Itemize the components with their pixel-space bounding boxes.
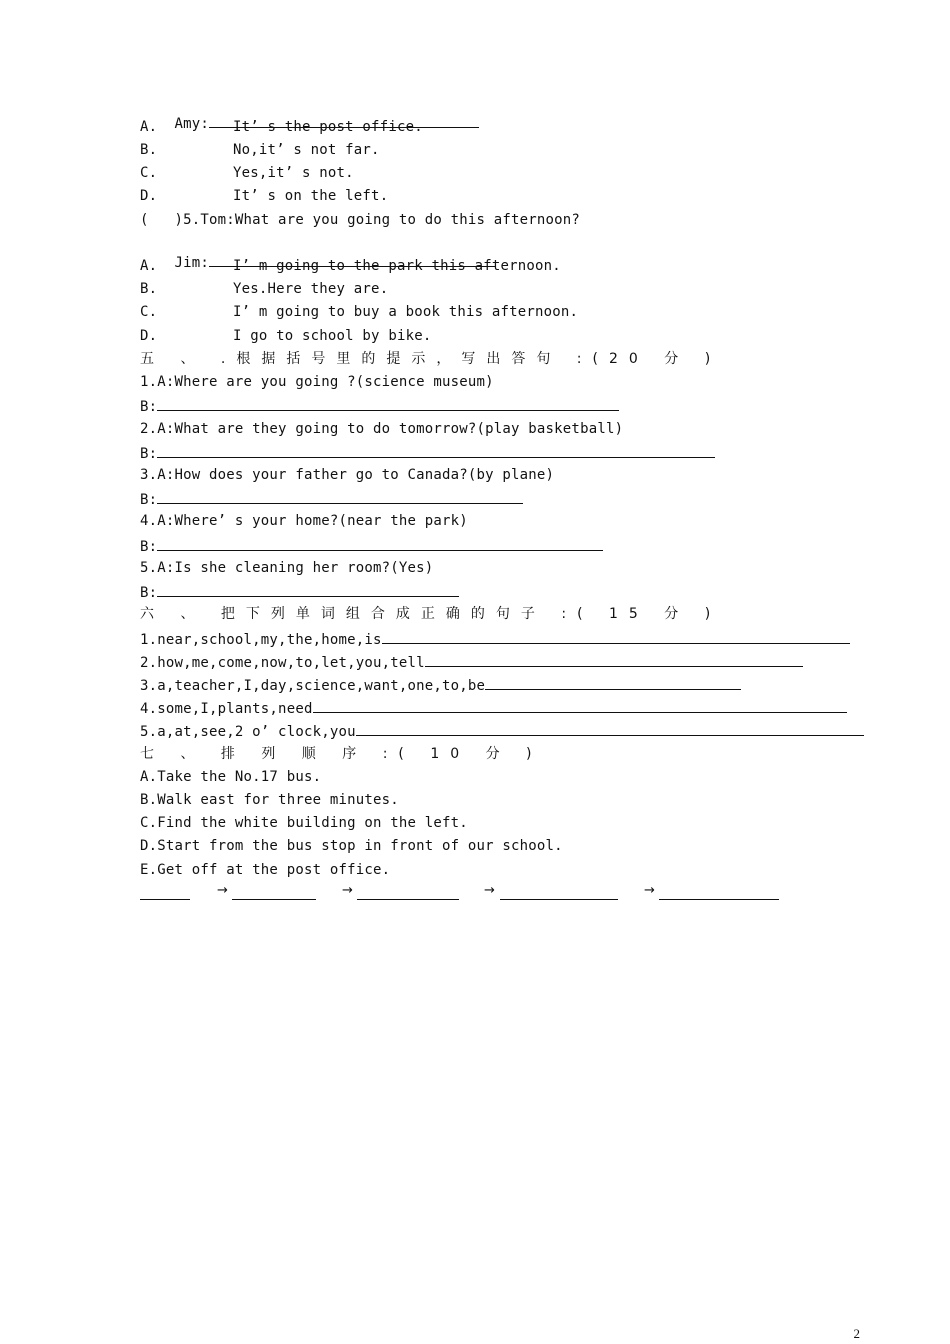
option-line: A. It’ s the post office. [140,119,423,135]
section-7-heading: 七 、 排 列 顺 序 :( 10 分 ) [140,746,543,762]
step-item: C.Find the white building on the left. [140,815,468,831]
option-line: D. I go to school by bike. [140,328,432,344]
word-order-line: 5.a,at,see,2 o’ clock,you [140,721,864,741]
step-item: A.Take the No.17 bus. [140,769,322,785]
question-line: 4.A:Where’ s your home?(near the park) [140,513,468,529]
answer-blank[interactable] [157,489,523,504]
answer-blank[interactable] [157,443,715,458]
answer-blank[interactable] [313,698,847,713]
page-number: 2 [853,1326,860,1341]
word-order-line: 3.a,teacher,I,day,science,want,one,to,be [140,675,741,695]
answer-blank[interactable] [356,721,864,736]
question-line: 2.A:What are they going to do tomorrow?(play basketball) [140,421,624,437]
word-order-line: 1.near,school,my,the,home,is [140,629,850,649]
section-5-heading: 五 、 .根据括号里的提示，写出答句 :(20 分 ) [140,351,722,367]
answer-blank[interactable] [485,675,741,690]
arrow-right-icon: → [644,883,655,898]
option-line: A. I’ m going to the park this afternoon. [140,258,561,274]
answer-blank[interactable] [157,582,459,597]
answer-blank[interactable] [157,396,619,411]
option-line: C. Yes,it’ s not. [140,165,354,181]
answer-line: B: [140,582,459,602]
word-order-line: 4.some,I,plants,need [140,698,847,718]
step-item: D.Start from the bus stop in front of our school. [140,838,563,854]
answer-blank[interactable] [157,536,603,551]
answer-line: B: [140,489,523,509]
question-line: 5.A:Is she cleaning her room?(Yes) [140,560,434,576]
step-item: E.Get off at the post office. [140,862,391,878]
step-item: B.Walk east for three minutes. [140,792,399,808]
question-line: 3.A:How does your father go to Canada?(by plane) [140,467,555,483]
order-blank[interactable] [357,899,459,900]
arrow-right-icon: → [217,883,228,898]
jim-answer-line: Jim: [140,234,495,290]
option-line: C. I’ m going to buy a book this afternoon. [140,304,579,320]
answer-line: B: [140,536,603,556]
amy-answer-line: Amy: [140,95,479,151]
word-order-line: 2.how,me,come,now,to,let,you,tell [140,652,803,672]
arrow-right-icon: → [484,883,495,898]
order-blank[interactable] [659,899,779,900]
answer-line: B: [140,396,619,416]
order-blank[interactable] [500,899,618,900]
arrow-right-icon: → [342,883,353,898]
answer-blank[interactable] [425,652,803,667]
option-line: B. No,it’ s not far. [140,142,380,158]
answer-line: B: [140,443,715,463]
answer-blank[interactable] [382,629,850,644]
question-5-prompt: ( )5.Tom:What are you going to do this afternoon? [140,212,581,228]
question-line: 1.A:Where are you going ?(science museum) [140,374,494,390]
option-line: D. It’ s on the left. [140,188,389,204]
option-line: B. Yes.Here they are. [140,281,389,297]
order-blank[interactable] [140,899,190,900]
order-blank[interactable] [232,899,316,900]
section-6-heading: 六 、 把下列单词组合成正确的句子 :( 15 分 ) [140,606,722,622]
